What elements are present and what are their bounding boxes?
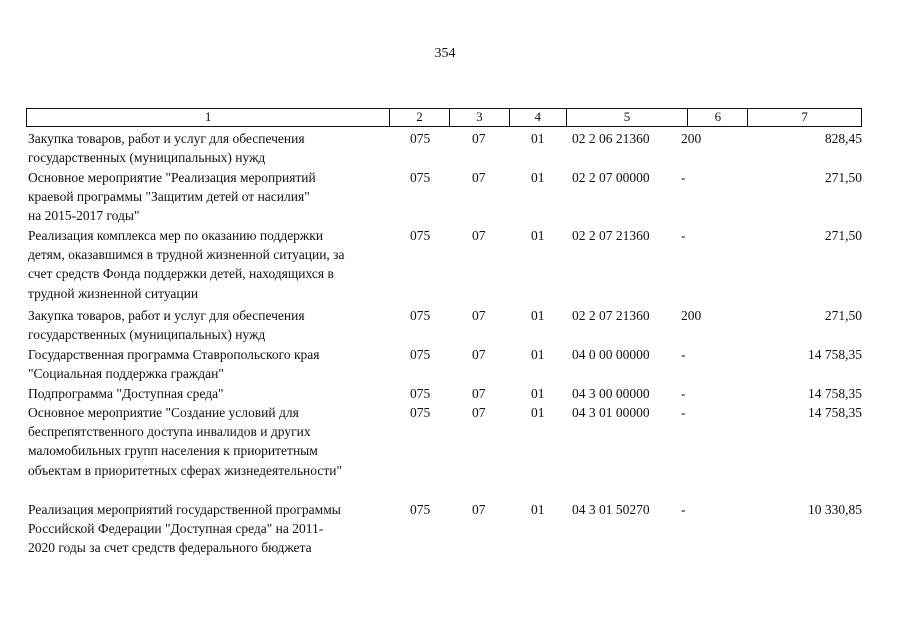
header-col-7: 7 bbox=[801, 109, 808, 124]
budget-table bbox=[26, 108, 862, 556]
header-col-4: 4 bbox=[510, 109, 567, 126]
row-code-expense-type: 200 bbox=[681, 131, 702, 146]
row-code-section: 07 bbox=[472, 502, 486, 517]
row-amount: 10 330,85 bbox=[808, 502, 862, 517]
row-code-subsection: 01 bbox=[531, 131, 545, 146]
row-code-ministry: 075 bbox=[410, 170, 431, 185]
header-col-6: 6 bbox=[688, 109, 748, 126]
row-code-ministry: 075 bbox=[410, 386, 431, 401]
row-code-target: 04 3 00 00000 bbox=[572, 386, 650, 401]
row-code-section: 07 bbox=[472, 386, 486, 401]
header-col-5: 5 bbox=[567, 109, 689, 126]
row-code-section: 07 bbox=[472, 170, 486, 185]
row-code-section: 07 bbox=[472, 228, 486, 243]
row-code-expense-type: - bbox=[681, 405, 686, 420]
row-code-expense-type: 200 bbox=[681, 308, 702, 323]
header-col-3: 3 bbox=[450, 109, 510, 126]
row-code-section: 07 bbox=[472, 131, 486, 146]
row-code-ministry: 075 bbox=[410, 405, 431, 420]
row-code-target: 04 3 01 50270 bbox=[572, 502, 650, 517]
row-code-subsection: 01 bbox=[531, 228, 545, 243]
row-code-subsection: 01 bbox=[531, 502, 545, 517]
row-amount: 271,50 bbox=[824, 228, 862, 243]
row-code-target: 02 2 06 21360 bbox=[572, 131, 650, 146]
row-name: Основное мероприятие "Реализация мероприятий краевой программы "Защитим детей от насилия" на 2015-2017 годы" bbox=[28, 170, 316, 224]
header-col-2: 2 bbox=[390, 109, 450, 126]
row-name: Реализация комплекса мер по оказанию поддержки детям, оказавшимся в трудной жизненной ситуации, за счет средств Фонда поддержки детей, находящихся в трудной жизненной ситуации bbox=[28, 228, 345, 301]
row-code-target: 02 2 07 00000 bbox=[572, 170, 650, 185]
row-code-ministry: 075 bbox=[410, 228, 431, 243]
row-code-target: 04 0 00 00000 bbox=[572, 347, 650, 362]
row-code-expense-type: - bbox=[681, 386, 686, 401]
row-code-expense-type: - bbox=[681, 347, 686, 362]
row-amount: 271,50 bbox=[824, 170, 862, 185]
row-amount: 14 758,35 bbox=[808, 405, 862, 420]
row-code-target: 02 2 07 21360 bbox=[572, 228, 650, 243]
row-amount: 828,45 bbox=[824, 131, 862, 146]
row-code-subsection: 01 bbox=[531, 170, 545, 185]
row-name: Закупка товаров, работ и услуг для обеспечения государственных (муниципальных) нужд bbox=[28, 131, 305, 166]
row-amount: 14 758,35 bbox=[808, 386, 862, 401]
row-code-target: 02 2 07 21360 bbox=[572, 308, 650, 323]
row-code-target: 04 3 01 00000 bbox=[572, 405, 650, 420]
row-code-expense-type: - bbox=[681, 502, 686, 517]
row-amount: 14 758,35 bbox=[808, 347, 862, 362]
row-code-ministry: 075 bbox=[410, 131, 431, 146]
row-code-subsection: 01 bbox=[531, 405, 545, 420]
row-name: Закупка товаров, работ и услуг для обеспечения государственных (муниципальных) нужд bbox=[28, 308, 305, 343]
header-col-1: 1 bbox=[27, 109, 390, 126]
row-code-subsection: 01 bbox=[531, 347, 545, 362]
row-name: Основное мероприятие "Создание условий для беспрепятственного доступа инвалидов и других маломобильных групп населения к приоритетным объектам в приоритетных сферах жизнедеятельности" bbox=[28, 405, 342, 478]
row-code-section: 07 bbox=[472, 347, 486, 362]
row-code-expense-type: - bbox=[681, 228, 686, 243]
row-name: Государственная программа Ставропольского края "Социальная поддержка граждан" bbox=[28, 347, 320, 382]
row-code-ministry: 075 bbox=[410, 502, 431, 517]
row-name: Подпрограмма "Доступная среда" bbox=[28, 386, 224, 401]
table-header-row bbox=[26, 108, 862, 127]
row-code-subsection: 01 bbox=[531, 308, 545, 323]
row-code-subsection: 01 bbox=[531, 386, 545, 401]
row-code-expense-type: - bbox=[681, 170, 686, 185]
row-name: Реализация мероприятий государственной программы Российской Федерации "Доступная среда" на 2011- 2020 годы за счет средств федерального бюджета bbox=[28, 502, 341, 556]
row-amount: 271,50 bbox=[824, 308, 862, 323]
row-code-section: 07 bbox=[472, 405, 486, 420]
row-code-section: 07 bbox=[472, 308, 486, 323]
row-code-ministry: 075 bbox=[410, 308, 431, 323]
page-number: 354 bbox=[434, 46, 456, 61]
row-code-ministry: 075 bbox=[410, 347, 431, 362]
